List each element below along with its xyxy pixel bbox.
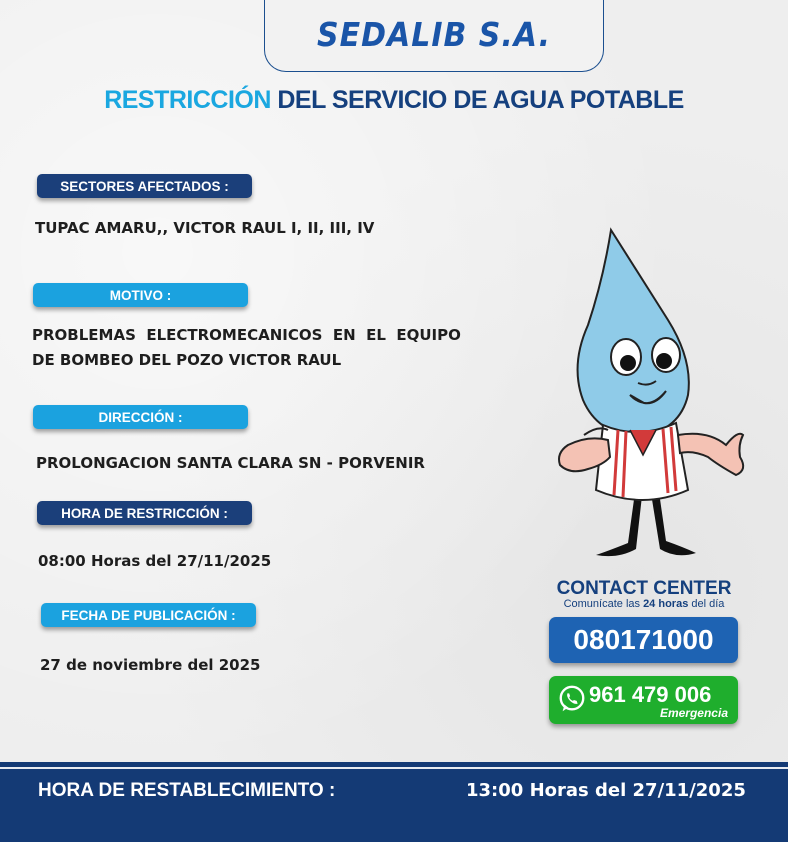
headline-accent: RESTRICCIÓN [104,86,271,114]
restablecimiento-label: HORA DE RESTABLECIMIENTO : [38,780,336,801]
whatsapp-number: 961 479 006 [589,682,712,707]
hora-restriccion-value: 08:00 Horas del 27/11/2025 [38,552,272,570]
cc-sub-pre: Comunícate las [563,598,644,610]
cc-sub-post: del día [688,598,725,610]
logo-box [264,0,604,72]
footer-bar [0,762,788,842]
sectors-value: TUPAC AMARU,, VICTOR RAUL I, II, III, IV [35,219,375,237]
whatsapp-icon [557,684,587,714]
direccion-value: PROLONGACION SANTA CLARA SN - PORVENIR [36,454,425,472]
footer-divider [0,767,788,769]
hora-restriccion-label: HORA DE RESTRICCIÓN : [37,501,252,525]
page-title [0,86,788,115]
motivo-label: MOTIVO : [33,283,248,307]
contact-center-subtitle [549,598,739,610]
fecha-publicacion-value: 27 de noviembre del 2025 [40,656,261,674]
motivo-line-1: PROBLEMAS ELECTROMECANICOS EN EL EQUIPO [32,326,461,344]
sedalib-logo: SEDALIB S.A. [317,16,551,55]
restablecimiento-value: 13:00 Horas del 27/11/2025 [466,780,746,801]
motivo-line-2: DE BOMBEO DEL POZO VICTOR RAUL [32,351,342,369]
sectors-label: SECTORES AFECTADOS : [37,174,252,198]
phone-button[interactable]: 080171000 [549,617,738,663]
whatsapp-label: Emergencia [659,706,728,720]
headline-main: DEL SERVICIO DE AGUA POTABLE [270,86,684,114]
cc-sub-bold: 24 horas [643,598,689,610]
contact-center-title: CONTACT CENTER [556,578,732,599]
direccion-label: DIRECCIÓN : [33,405,248,429]
whatsapp-button[interactable] [549,676,738,724]
fecha-publicacion-label: FECHA DE PUBLICACIÓN : [41,603,256,627]
water-drop-mascot [548,225,758,570]
